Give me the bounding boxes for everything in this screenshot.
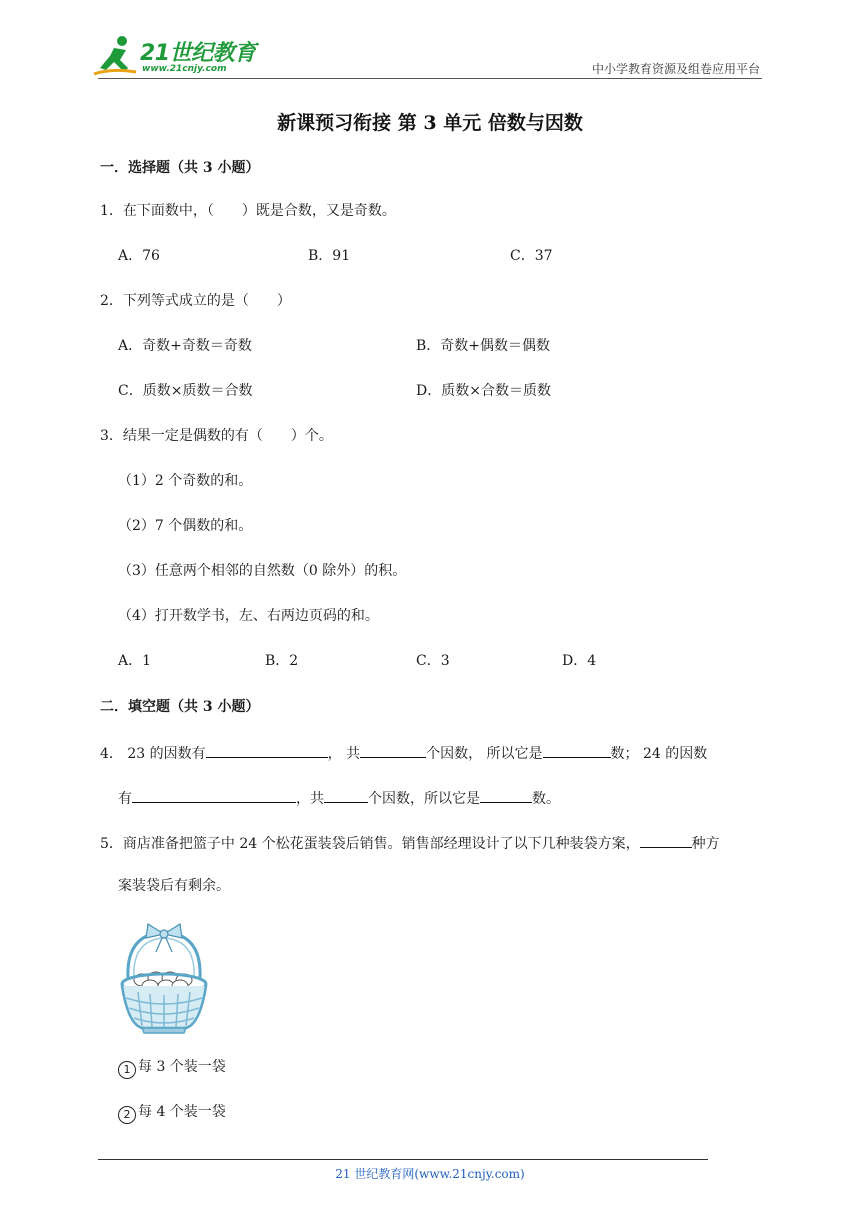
question-1-stem: 1．在下面数中，（ ）既是合数，又是奇数。 — [100, 203, 396, 219]
plan-item-1 — [118, 1057, 226, 1079]
answer-blank[interactable] — [132, 786, 296, 803]
question-5-line-2: 案装袋后有剩余。 — [118, 878, 230, 894]
question-3-option-a: A．1 — [118, 653, 152, 669]
page-title: 新课预习衔接 第 3 单元 倍数与因数 — [277, 112, 583, 134]
question-4-line-2 — [118, 786, 560, 809]
plan-text: 每 3 个装一袋 — [138, 1059, 226, 1075]
footer-divider — [98, 1159, 708, 1160]
egg-basket-icon — [118, 920, 210, 1036]
logo-text: 21世纪教育 — [140, 41, 256, 66]
question-4-text: 个因数， 所以它是 — [426, 746, 543, 762]
answer-blank[interactable] — [206, 741, 328, 758]
answer-blank[interactable] — [543, 741, 611, 758]
question-2-option-b: B．奇数+偶数＝偶数 — [416, 338, 551, 354]
question-3-item-2: （2）7 个偶数的和。 — [118, 518, 253, 534]
question-3-item-4: （4）打开数学书，左、右两边页码的和。 — [118, 608, 379, 624]
question-5-line-1 — [100, 831, 720, 854]
question-3-item-1: （1）2 个奇数的和。 — [118, 473, 253, 489]
plan-text: 每 4 个装一袋 — [138, 1104, 226, 1120]
question-5-text: 5．商店准备把篮子中 24 个松花蛋装袋后销售。销售部经理设计了以下几种装袋方案， — [100, 836, 640, 852]
answer-blank[interactable] — [640, 831, 692, 848]
question-2-option-d: D．质数×合数＝质数 — [416, 383, 551, 399]
question-4-text: 数； 24 的因数 — [610, 746, 708, 762]
question-3-stem: 3．结果一定是偶数的有（ ）个。 — [100, 428, 333, 444]
running-figure-icon — [92, 34, 138, 78]
question-2-option-a: A．奇数+奇数＝奇数 — [118, 338, 252, 354]
answer-blank[interactable] — [480, 786, 532, 803]
footer-link[interactable]: 21 世纪教育网(www.21cnjy.com) — [335, 1167, 525, 1181]
question-1-option-a: A．76 — [118, 248, 160, 264]
plan-item-2 — [118, 1102, 226, 1124]
question-4-text: 个因数，所以它是 — [368, 791, 480, 807]
question-3-option-b: B．2 — [265, 653, 299, 669]
section-heading-choice: 一．选择题（共 3 小题） — [100, 160, 260, 176]
question-4-text: 4． 23 的因数有 — [100, 746, 206, 762]
platform-name: 中小学教育资源及组卷应用平台 — [591, 62, 760, 76]
section-heading-fill: 二．填空题（共 3 小题） — [100, 699, 260, 715]
answer-blank[interactable] — [324, 786, 368, 803]
question-2-option-c: C．质数×质数＝合数 — [118, 383, 253, 399]
circled-number: 2 — [118, 1106, 136, 1124]
question-5-text: 种方 — [691, 836, 720, 852]
question-3-option-d: D．4 — [562, 653, 597, 669]
question-4-text: 数。 — [532, 791, 560, 807]
question-3-item-3: （3）任意两个相邻的自然数（0 除外）的积。 — [118, 563, 407, 579]
site-logo — [92, 34, 262, 80]
logo-url: www.21cnjy.com — [142, 64, 227, 74]
question-1-option-c: C．37 — [510, 248, 553, 264]
question-4-text: ，共 — [296, 791, 324, 807]
circled-number: 1 — [118, 1061, 136, 1079]
header-divider — [98, 78, 762, 79]
question-3-option-c: C．3 — [416, 653, 450, 669]
answer-blank[interactable] — [360, 741, 426, 758]
question-4-line-1 — [100, 741, 707, 764]
question-1-option-b: B．91 — [308, 248, 351, 264]
question-4-text: ， 共 — [327, 746, 361, 762]
question-2-stem: 2．下列等式成立的是（ ） — [100, 293, 291, 309]
question-4-text: 有 — [118, 791, 132, 807]
